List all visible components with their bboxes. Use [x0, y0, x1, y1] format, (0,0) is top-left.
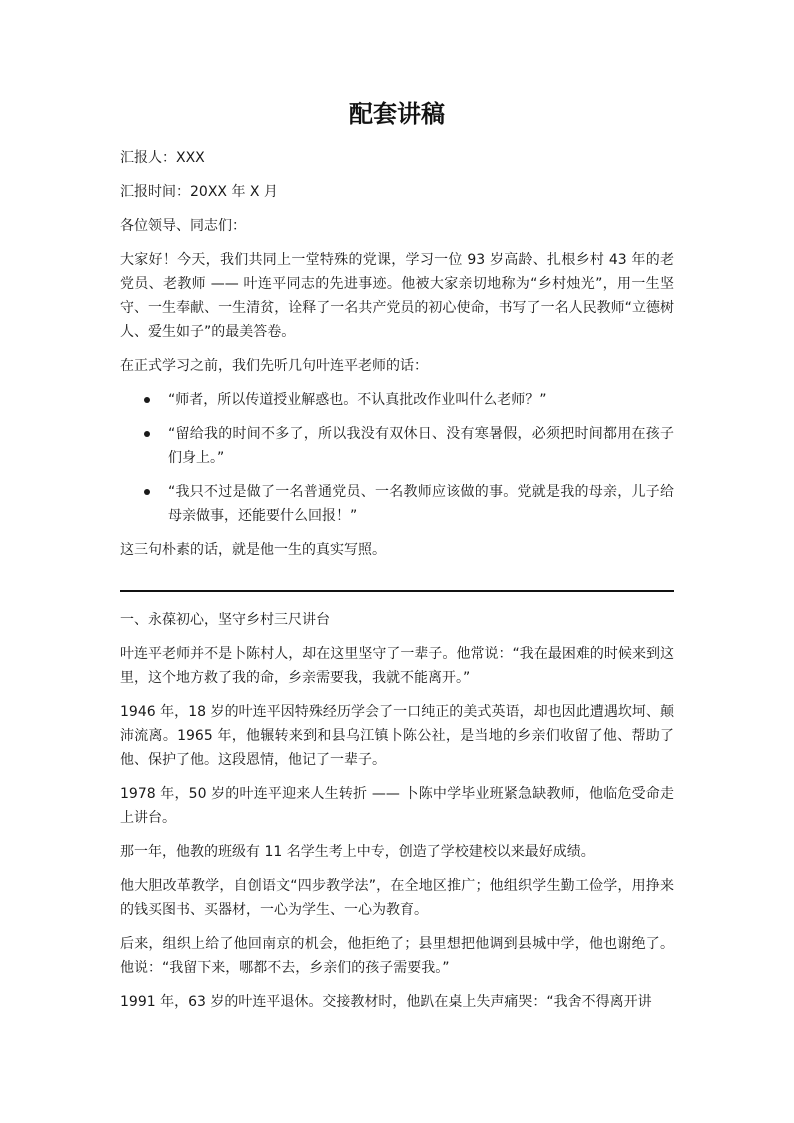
body-paragraph: 他大胆改革教学，自创语文“四步教学法”，在全地区推广；他组织学生勤工俭学，用挣来的钱买图书、买器材，一心为学生、一心为教育。: [120, 878, 674, 918]
bullet-icon: [144, 397, 150, 403]
document-page: [120, 0, 674, 1014]
quotes-intro: 在正式学习之前，我们先听几句叶连平老师的话：: [120, 358, 428, 374]
greeting-line: 各位领导、同志们：: [120, 218, 246, 234]
section-heading: 一、永葆初心，坚守乡村三尺讲台: [120, 612, 330, 628]
body-paragraph: 叶连平老师并不是卜陈村人，却在这里坚守了一辈子。他常说：“我在最困难的时候来到这里，这个地方救了我的命，乡亲需要我，我就不能离开。”: [120, 646, 674, 686]
quotes-list: [120, 388, 674, 528]
bullet-icon: [144, 431, 150, 437]
quotes-summary: 这三句朴素的话，就是他一生的真实写照。: [120, 542, 386, 558]
quote-text: “师者，所以传道授业解惑也。不认真批改作业叫什么老师？”: [168, 392, 547, 408]
document-title: 配套讲稿: [349, 100, 445, 128]
section-divider: [120, 590, 674, 592]
intro-paragraph: 大家好！今天，我们共同上一堂特殊的党课，学习一位 93 岁高龄、扎根乡村 43 年的老党员、老教师 —— 叶连平同志的先进事迹。他被大家亲切地称为“乡村烛光”，用一生坚守、一生奉献、一生清贫，诠释了一名共产党员的初心使命，书写了一名人民教师“立德树人、爱生如子”的最美答卷。: [120, 252, 674, 340]
body-paragraph: 那一年，他教的班级有 11 名学生考上中专，创造了学校建校以来最好成绩。: [120, 844, 595, 860]
body-paragraph: 1946 年，18 岁的叶连平因特殊经历学会了一口纯正的美式英语，却也因此遭遇坎坷、颠沛流离。1965 年，他辗转来到和县乌江镇卜陈公社，是当地的乡亲们收留了他、帮助了他、保护了他。这段恩情，他记了一辈子。: [120, 704, 674, 768]
bullet-icon: [144, 489, 150, 495]
quote-text: “留给我的时间不多了，所以我没有双休日、没有寒暑假，必须把时间都用在孩子们身上。”: [168, 426, 674, 466]
report-time-line: 汇报时间：20XX 年 X 月: [120, 184, 278, 200]
list-item: [120, 422, 674, 470]
reporter-line: 汇报人：XXX: [120, 150, 205, 166]
body-paragraph: 1991 年，63 岁的叶连平退休。交接教材时，他趴在桌上失声痛哭：“我舍不得离开讲: [120, 994, 652, 1010]
body-paragraph: 后来，组织上给了他回南京的机会，他拒绝了；县里想把他调到县城中学，他也谢绝了。他说：“我留下来，哪都不去，乡亲们的孩子需要我。”: [120, 936, 674, 976]
list-item: [120, 480, 674, 528]
quote-text: “我只不过是做了一名普通党员、一名教师应该做的事。党就是我的母亲，儿子给母亲做事，还能要什么回报！”: [168, 484, 674, 524]
list-item: [120, 388, 674, 412]
body-paragraph: 1978 年，50 岁的叶连平迎来人生转折 —— 卜陈中学毕业班紧急缺教师，他临危受命走上讲台。: [120, 786, 674, 826]
